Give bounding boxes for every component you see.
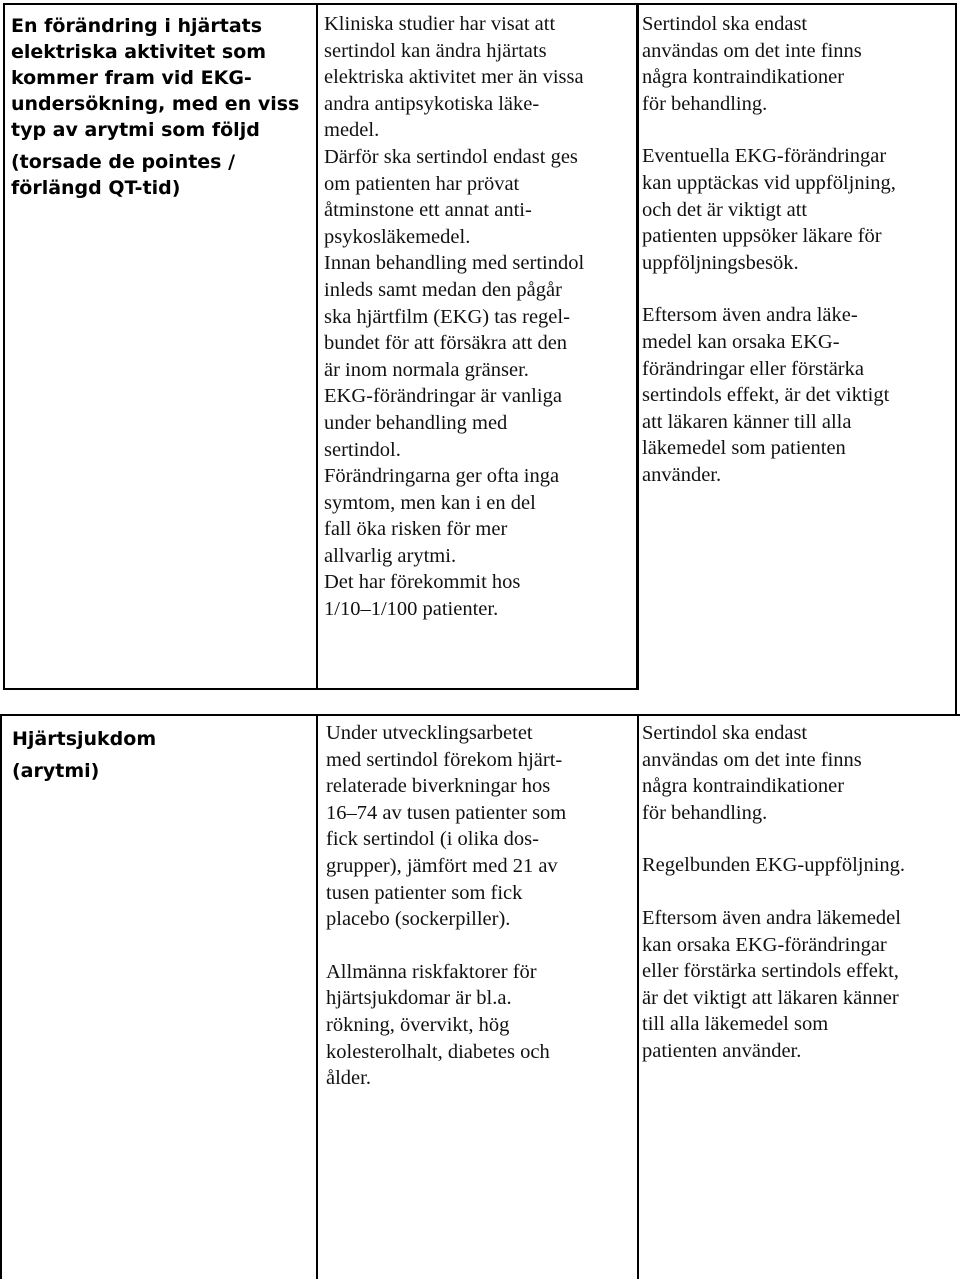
prevention-paragraph: Eventuella EKG-förändringar kan upptäckas vid uppföljning, och det är viktigt att patienten uppsöker läkare för uppföljningsbesök. xyxy=(642,145,896,274)
risk-subtitle: (torsade de pointes / förlängd QT-tid) xyxy=(11,151,236,199)
risk-subtitle: (arytmi) xyxy=(12,760,100,782)
description-paragraph: Allmänna riskfaktorer för hjärtsjukdomar är bl.a. rökning, övervikt, hög kolesterolhalt, diabetes och ålder. xyxy=(326,960,550,1090)
description-paragraph: Det har förekommit hos 1/10–1/100 patienter. xyxy=(324,571,521,621)
prevention-paragraph: Regelbunden EKG-uppföljning. xyxy=(642,854,906,877)
risk-title: En förändring i hjärtats elektriska aktivitet som kommer fram vid EKG- undersökning, med en viss typ av arytmi som följd xyxy=(11,15,300,141)
description-paragraph: Kliniska studier har visat att sertindol kan ändra hjärtats elektriska aktivitet mer än vissa andra antipsykotiska läke- medel. xyxy=(324,13,584,142)
risk-cell-row2 xyxy=(0,714,318,1279)
description-paragraph: EKG-förändringar är vanliga under behandling med sertindol. xyxy=(324,385,562,461)
prevention-paragraph: Eftersom även andra läke- medel kan orsaka EKG- förändringar eller förstärka sertindols effekt, är det viktigt att läkaren känner till alla läkemedel som patienten använder. xyxy=(642,304,890,486)
description-paragraph: Under utvecklingsarbetet med sertindol förekom hjärt- relaterade biverkningar hos 16–74 av tusen patienter som fick sertindol (i olika dos- grupper), jämfört med 21 av tusen patienter som fick placebo (sockerpiller). xyxy=(326,722,567,931)
description-cell-row2 xyxy=(318,714,639,1279)
description-paragraph: Innan behandling med sertindol inleds samt medan den pågår ska hjärtfilm (EKG) tas regel- bundet för att försäkra att den är inom normala gränser. xyxy=(324,252,585,381)
prevention-cell-row1 xyxy=(639,3,957,714)
prevention-paragraph: Sertindol ska endast användas om det inte finns några kontraindikationer för behandling. xyxy=(642,13,862,115)
description-cell-row1 xyxy=(318,3,639,690)
prevention-cell-row2 xyxy=(639,714,960,1279)
risk-cell-row1 xyxy=(3,3,318,690)
description-paragraph: Därför ska sertindol endast ges om patienten har prövat åtminstone ett annat anti- psykosläkemedel. xyxy=(324,145,578,248)
description-paragraph: Förändringarna ger ofta inga symtom, men kan i en del fall öka risken för mer allvarlig arytmi. xyxy=(324,465,560,567)
prevention-paragraph: Eftersom även andra läkemedel kan orsaka EKG-förändringar eller förstärka sertindols effekt, är det viktigt att läkaren känner till alla läkemedel som patienten använder. xyxy=(642,906,901,1062)
risk-title: Hjärtsjukdom xyxy=(12,728,157,750)
prevention-paragraph: Sertindol ska endast användas om det inte finns några kontraindikationer för behandling. xyxy=(642,722,862,824)
